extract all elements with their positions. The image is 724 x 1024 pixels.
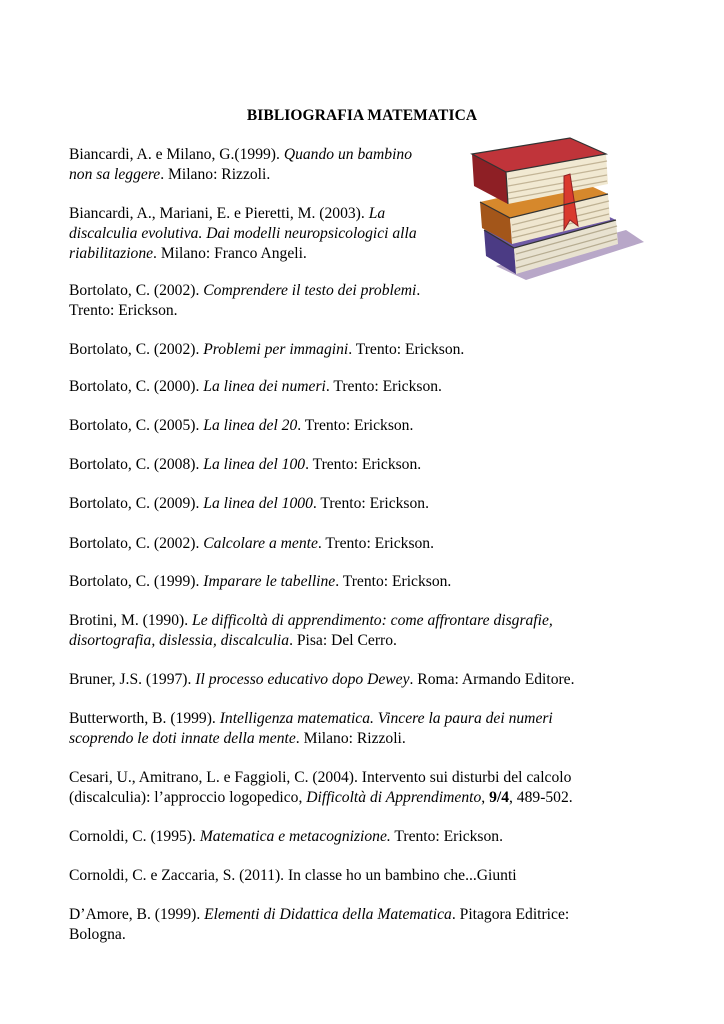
bibliography-entry <box>69 377 442 397</box>
bibliography-entry <box>69 281 420 321</box>
entry-text: Butterworth, B. (1999). <box>69 710 220 727</box>
entry-line <box>69 166 270 183</box>
bibliography-entry <box>69 494 429 514</box>
entry-line <box>69 769 571 786</box>
entry-text: Bortolato, C. (2009). <box>69 495 204 512</box>
entry-text: . Milano: Rizzoli. <box>295 730 406 747</box>
entry-line <box>69 225 417 242</box>
entry-title-text: discalculia evolutiva. Dai modelli neuropsicologici alla <box>69 225 417 242</box>
entry-text: , 489-502. <box>509 789 573 806</box>
entry-title-text: La linea del 20 <box>203 417 298 434</box>
entry-text: Bruner, J.S. (1997). <box>69 671 196 688</box>
entry-line <box>69 926 126 943</box>
entry-line <box>69 710 553 727</box>
entry-line <box>69 867 517 884</box>
entry-line <box>69 730 406 747</box>
bibliography-entry <box>69 416 413 436</box>
entry-text: Bortolato, C. (2008). <box>69 456 204 473</box>
entry-line <box>69 146 412 163</box>
entry-title-text: Intelligenza matematica. Vincere la paura dei numeri <box>219 710 553 727</box>
bibliography-entry <box>69 204 417 264</box>
entry-line <box>69 205 385 222</box>
entry-title-text: non sa leggere <box>69 166 161 183</box>
entry-line <box>69 302 178 319</box>
entry-line <box>69 535 434 552</box>
entry-text: Bortolato, C. (2000). <box>69 378 204 395</box>
entry-line <box>69 789 573 806</box>
entry-text: . Trento: Erickson. <box>348 341 465 358</box>
entry-text: Bortolato, C. (1999). <box>69 573 204 590</box>
entry-line <box>69 282 420 299</box>
entry-title-text: disortografia, dislessia, discalculia <box>69 632 290 649</box>
entry-text: Bortolato, C. (2002). <box>69 341 204 358</box>
bibliography-entry <box>69 455 421 475</box>
entry-line <box>69 573 451 590</box>
bibliography-entry <box>69 340 464 360</box>
entry-title-text: Le difficoltà di apprendimento: come affrontare disgrafie, <box>192 612 553 629</box>
entry-line <box>69 245 307 262</box>
entry-title-text: Elementi di Didattica della Matematica <box>204 906 452 923</box>
bibliography-entry <box>69 611 553 651</box>
entry-title-text: La linea del 1000 <box>203 495 313 512</box>
entry-title-text: Problemi per immagini <box>203 341 349 358</box>
entry-line <box>69 828 503 845</box>
entry-text: Cornoldi, C. (1995). <box>69 828 200 845</box>
entry-text: . Milano: Rizzoli. <box>160 166 271 183</box>
entry-title-text: Calcolare a mente <box>203 535 318 552</box>
books-stack-illustration <box>466 134 648 284</box>
entry-text: . Trento: Erickson. <box>325 378 442 395</box>
entry-text: Biancardi, A., Mariani, E. e Pieretti, M. (2003). <box>69 205 369 222</box>
entry-text: . Trento: Erickson. <box>297 417 414 434</box>
entry-text: Trento: Erickson. <box>69 302 178 319</box>
entry-text: . <box>416 282 421 299</box>
entry-line <box>69 906 569 923</box>
entry-line <box>69 495 429 512</box>
entry-text: Bortolato, C. (2005). <box>69 417 204 434</box>
bibliography-entry <box>69 905 569 945</box>
entry-text: . Trento: Erickson. <box>305 456 422 473</box>
entry-title-text: riabilitazione <box>69 245 154 262</box>
bibliography-entry <box>69 572 451 592</box>
entry-title-text: La <box>368 205 386 222</box>
entry-text: Cornoldi, C. e Zaccaria, S. (2011). In classe ho un bambino che...Giunti <box>69 867 517 884</box>
bibliography-entry <box>69 709 553 749</box>
entry-title-text: La linea dei numeri <box>203 378 326 395</box>
entry-line <box>69 671 575 688</box>
entry-text: . Trento: Erickson. <box>335 573 452 590</box>
entry-text: . Milano: Franco Angeli. <box>153 245 307 262</box>
entry-title-text: Imparare le tabelline <box>203 573 336 590</box>
bibliography-entry <box>69 534 434 554</box>
entry-text: . Trento: Erickson. <box>312 495 429 512</box>
entry-title-text: Comprendere il testo dei problemi <box>203 282 417 299</box>
entry-text: Brotini, M. (1990). <box>69 612 193 629</box>
entry-text: , <box>481 789 490 806</box>
bibliography-entry <box>69 866 517 886</box>
entry-text: (discalculia): l’approccio logopedico, <box>69 789 307 806</box>
entry-volume-text: 9/4 <box>489 789 509 806</box>
entry-line <box>69 612 553 629</box>
entry-title-text: Difficoltà di Apprendimento <box>306 789 482 806</box>
bibliography-entry <box>69 145 412 185</box>
entry-text: . Pisa: Del Cerro. <box>289 632 397 649</box>
bibliography-entry <box>69 670 575 690</box>
entry-title-text: Quando un bambino <box>283 146 413 163</box>
entry-line <box>69 456 421 473</box>
bibliography-entry <box>69 827 503 847</box>
entry-title-text: Il processo educativo dopo Dewey <box>195 671 410 688</box>
entry-text: . Trento: Erickson. <box>317 535 434 552</box>
entry-text: Bologna. <box>69 926 126 943</box>
entry-text: . Roma: Armando Editore. <box>409 671 575 688</box>
entry-line <box>69 632 397 649</box>
entry-text: Biancardi, A. e Milano, G.(1999). <box>69 146 284 163</box>
entry-title-text: La linea del 100 <box>203 456 306 473</box>
entry-title-text: Matematica e metacognizione. <box>199 828 391 845</box>
page-title: BIBLIOGRAFIA MATEMATICA <box>246 107 478 124</box>
entry-title-text: scoprendo le doti innate della mente <box>69 730 296 747</box>
entry-text: Bortolato, C. (2002). <box>69 282 204 299</box>
entry-text: Cesari, U., Amitrano, L. e Faggioli, C. (2004). Intervento sui disturbi del calcolo <box>69 769 572 786</box>
entry-text: . Pitagora Editrice: <box>451 906 570 923</box>
entry-line <box>69 341 464 358</box>
entry-text: D’Amore, B. (1999). <box>69 906 205 923</box>
entry-line <box>69 378 442 395</box>
entry-text: Bortolato, C. (2002). <box>69 535 204 552</box>
bibliography-entry <box>69 768 573 808</box>
entry-line <box>69 417 413 434</box>
entry-text: Trento: Erickson. <box>390 828 503 845</box>
